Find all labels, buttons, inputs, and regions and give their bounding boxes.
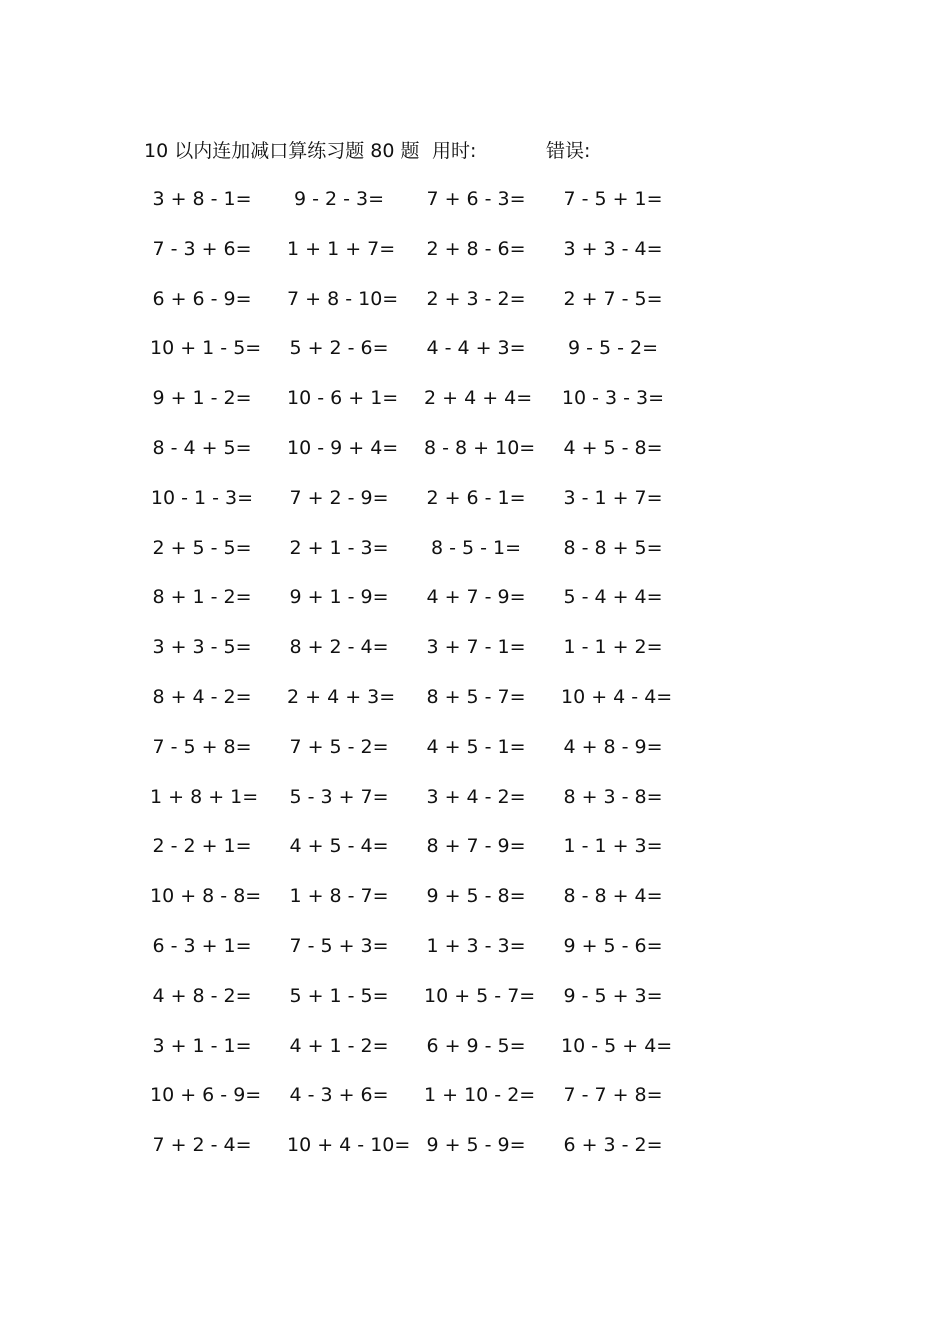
- problem-item: 2 - 2 + 1=: [152, 835, 252, 858]
- problem-item: 8 + 5 - 7=: [426, 685, 526, 708]
- problem-item: 3 + 8 - 1=: [152, 188, 252, 210]
- problem-item: 9 + 5 - 6=: [563, 934, 663, 957]
- problem-item: 8 - 8 + 5=: [563, 536, 663, 559]
- problem-item: 4 + 5 - 4=: [289, 835, 389, 858]
- problem-item: 6 - 3 + 1=: [152, 934, 252, 957]
- problem-item: 9 - 5 - 2=: [567, 337, 659, 360]
- problem-item: 2 + 3 - 2=: [426, 287, 526, 310]
- problem-item: 9 + 5 - 8=: [426, 885, 526, 908]
- problem-item: 5 - 3 + 7=: [289, 785, 389, 808]
- problem-item: 1 - 1 + 3=: [563, 835, 663, 858]
- problem-item: 4 - 4 + 3=: [426, 337, 526, 360]
- problem-item: 4 + 8 - 9=: [563, 735, 663, 758]
- worksheet-title: 10 以内连加减口算练习题 80 题: [144, 140, 420, 162]
- problem-item: 8 + 4 - 2=: [152, 685, 252, 708]
- problem-item: 5 + 1 - 5=: [289, 984, 389, 1007]
- problem-item: 4 + 5 - 8=: [563, 436, 663, 459]
- problem-item: 10 + 4 - 4=: [561, 685, 673, 708]
- problem-grid: [150, 184, 710, 1180]
- problem-item: 10 - 1 - 3=: [150, 486, 254, 509]
- problem-item: 2 + 6 - 1=: [426, 486, 526, 509]
- problem-item: 9 + 5 - 9=: [426, 1134, 526, 1157]
- problem-item: 3 + 3 - 4=: [563, 237, 663, 260]
- problem-item: 7 - 5 + 3=: [289, 934, 389, 957]
- problem-item: 3 + 1 - 1=: [152, 1034, 252, 1057]
- problem-item: 9 - 2 - 3=: [293, 188, 385, 210]
- problem-item: 5 + 2 - 6=: [289, 337, 389, 360]
- problem-item: 8 - 5 - 1=: [430, 536, 522, 559]
- problem-item: 4 + 5 - 1=: [426, 735, 526, 758]
- problem-item: 10 + 5 - 7=: [424, 984, 536, 1007]
- problem-item: 2 + 7 - 5=: [563, 287, 663, 310]
- problem-item: 7 - 5 + 1=: [563, 188, 663, 210]
- problem-item: 8 - 8 + 10=: [424, 436, 536, 459]
- problem-item: 10 + 4 - 10=: [287, 1134, 411, 1157]
- problem-item: 10 + 8 - 8=: [150, 885, 262, 908]
- problem-item: 3 + 7 - 1=: [426, 636, 526, 659]
- problem-item: 10 - 5 + 4=: [561, 1034, 673, 1057]
- problem-item: 10 + 6 - 9=: [150, 1084, 262, 1107]
- problem-item: 10 - 6 + 1=: [287, 387, 399, 410]
- problem-item: 7 + 6 - 3=: [426, 188, 526, 210]
- problem-item: 9 + 1 - 9=: [289, 586, 389, 609]
- problem-item: 1 - 1 + 2=: [563, 636, 663, 659]
- problem-item: 1 + 3 - 3=: [426, 934, 526, 957]
- problem-item: 8 + 2 - 4=: [289, 636, 389, 659]
- problem-item: 7 + 2 - 4=: [152, 1134, 252, 1157]
- problem-item: 1 + 1 + 7=: [287, 237, 396, 260]
- problem-item: 6 + 9 - 5=: [426, 1034, 526, 1057]
- problem-item: 2 + 1 - 3=: [289, 536, 389, 559]
- problem-item: 7 - 7 + 8=: [563, 1084, 663, 1107]
- problem-item: 7 + 2 - 9=: [289, 486, 389, 509]
- problem-item: 2 + 4 + 3=: [287, 685, 396, 708]
- problem-item: 8 - 4 + 5=: [152, 436, 252, 459]
- problem-item: 2 + 4 + 4=: [424, 387, 533, 410]
- problem-item: 8 + 3 - 8=: [563, 785, 663, 808]
- problem-item: 4 - 3 + 6=: [289, 1084, 389, 1107]
- problem-item: 7 + 5 - 2=: [289, 735, 389, 758]
- problem-item: 6 + 6 - 9=: [152, 287, 252, 310]
- problem-item: 4 + 7 - 9=: [426, 586, 526, 609]
- problem-item: 7 + 8 - 10=: [287, 287, 399, 310]
- problem-item: 1 + 8 + 1=: [150, 785, 259, 808]
- problem-item: 9 + 1 - 2=: [152, 387, 252, 410]
- problem-item: 7 - 3 + 6=: [152, 237, 252, 260]
- problem-item: 8 - 8 + 4=: [563, 885, 663, 908]
- problem-item: 3 + 3 - 5=: [152, 636, 252, 659]
- problem-item: 6 + 3 - 2=: [563, 1134, 663, 1157]
- problem-item: 4 + 8 - 2=: [152, 984, 252, 1007]
- problem-item: 10 + 1 - 5=: [150, 337, 262, 360]
- problem-item: 3 + 4 - 2=: [426, 785, 526, 808]
- problem-item: 1 + 10 - 2=: [424, 1084, 536, 1107]
- problem-item: 10 - 3 - 3=: [561, 387, 665, 410]
- problem-item: 4 + 1 - 2=: [289, 1034, 389, 1057]
- problem-item: 10 - 9 + 4=: [287, 436, 399, 459]
- time-label: 用时:: [432, 140, 477, 162]
- problem-item: 8 + 1 - 2=: [152, 586, 252, 609]
- problem-item: 3 - 1 + 7=: [563, 486, 663, 509]
- problem-item: 2 + 8 - 6=: [426, 237, 526, 260]
- problem-item: 7 - 5 + 8=: [152, 735, 252, 758]
- problem-item: 5 - 4 + 4=: [563, 586, 663, 609]
- problem-item: 1 + 8 - 7=: [289, 885, 389, 908]
- problem-item: 2 + 5 - 5=: [152, 536, 252, 559]
- error-label: 错误:: [546, 140, 591, 162]
- problem-item: 8 + 7 - 9=: [426, 835, 526, 858]
- problem-item: 9 - 5 + 3=: [563, 984, 663, 1007]
